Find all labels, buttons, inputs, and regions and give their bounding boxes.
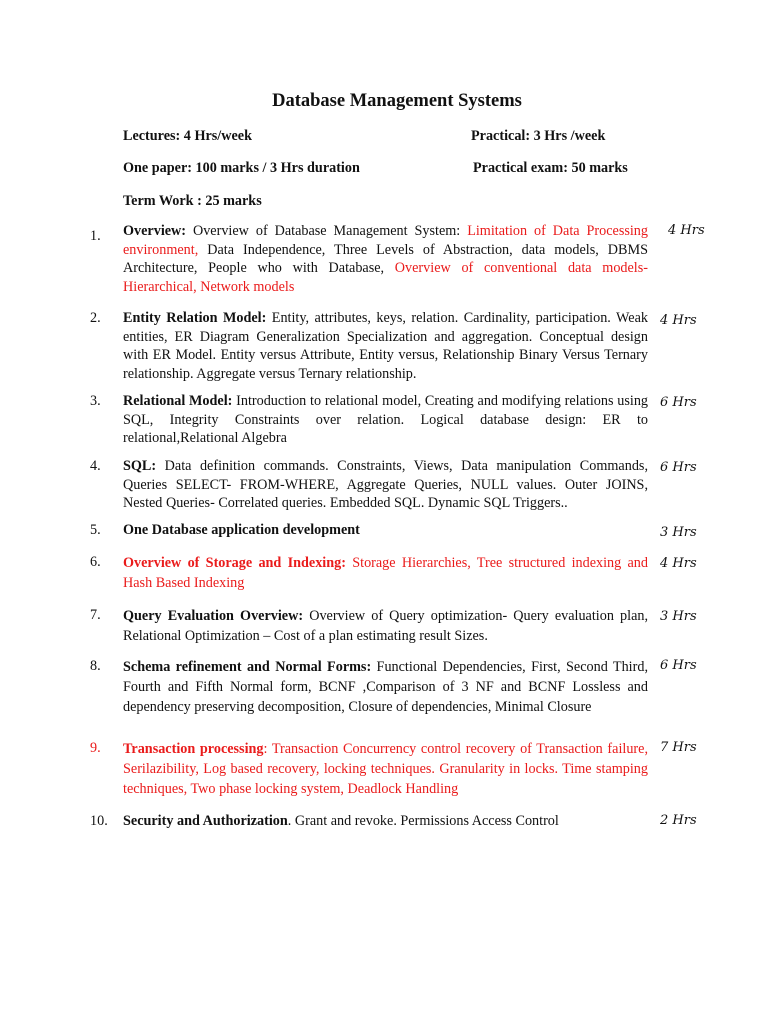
item-description <box>123 553 648 593</box>
item-text: Entity, attributes, keys, relation. Cardinality, participation. Weak entities, ER Diagram Generalization Specialization and aggregation. Conceptual design with ER Model. Entity versus Attribute, Entity versus, Relationship Binary Versus Ternary relationship. Aggregate versus Ternary relationship. <box>123 310 648 382</box>
item-hours: 6 Hrs <box>660 395 697 410</box>
item-hours: 2 Hrs <box>660 813 697 828</box>
item-heading: Schema refinement and Normal Forms: <box>123 659 372 675</box>
item-heading: Transaction processing <box>123 741 264 757</box>
item-number: 1. <box>90 228 101 244</box>
item-hours: 3 Hrs <box>660 609 697 624</box>
item-text: Overview of Database Management System: <box>186 223 468 239</box>
term-work-info: Term Work : 25 marks <box>123 193 262 209</box>
item-hours: 4 Hrs <box>660 556 697 571</box>
item-text-highlight: Overview of conventional data models- Hierarchical, Network models <box>123 260 648 295</box>
item-text: : Transaction Concurrency control recovery of Transaction failure, Serilazibility, Log based recovery, locking techniques. Granularity in locks. Time stamping techniques, Two phase locking system, Deadlock Handling <box>123 741 648 797</box>
item-heading: Query Evaluation Overview: <box>123 608 304 624</box>
item-description <box>123 309 648 383</box>
lectures-info: Lectures: 4 Hrs/week <box>123 128 252 144</box>
item-hours: 6 Hrs <box>660 658 697 673</box>
item-number: 9. <box>90 740 101 756</box>
document-title: Database Management Systems <box>272 91 522 111</box>
item-text: Introduction to relational model, Creating and modifying relations using SQL, Integrity Constraints over relation. Logical database design: ER to relational,Relational Algebra <box>123 393 649 446</box>
item-number: 4. <box>90 458 101 474</box>
item-description <box>123 739 648 799</box>
item-text: . Grant and revoke. Permissions Access Control <box>287 813 559 829</box>
item-text: Data Independence, Three Levels of Abstraction, data models, DBMS Architecture, People who with Database, <box>123 241 648 276</box>
item-number: 7. <box>90 607 101 623</box>
item-heading: Overview: <box>123 223 187 239</box>
practical-info: Practical: 3 Hrs /week <box>471 128 606 144</box>
item-number: 8. <box>90 658 101 674</box>
paper-info: One paper: 100 marks / 3 Hrs duration <box>123 160 360 176</box>
item-description <box>123 521 648 540</box>
item-heading: Entity Relation Model: <box>123 310 267 326</box>
item-text: Data definition commands. Constraints, Views, Data manipulation Commands, Queries SELECT- FROM-WHERE, Aggregate Queries, NULL values. Outer JOINS, Nested Queries- Correlated queries. Embedded SQL. Dynamic SQL Triggers.. <box>123 458 648 511</box>
item-text: Functional Dependencies, First, Second Third, Fourth and Fifth Normal form, BCNF ,Comparison of 3 NF and BCNF Lossless and dependency preserving decomposition, Closure of dependencies, Minimal Closure <box>123 659 648 715</box>
item-description <box>123 392 648 448</box>
item-heading: Security and Authorization <box>123 813 288 829</box>
item-description <box>123 222 648 296</box>
item-heading: Relational Model: <box>123 393 233 409</box>
item-heading: One Database application development <box>123 522 360 538</box>
item-hours: 7 Hrs <box>660 740 697 755</box>
item-text-highlight: Limitation of Data Processing environment, <box>123 223 648 258</box>
item-heading: Overview of Storage and Indexing: <box>123 555 346 571</box>
practical-exam-info: Practical exam: 50 marks <box>473 160 628 176</box>
item-text: Storage Hierarchies, Tree structured indexing and Hash Based Indexing <box>123 555 648 591</box>
item-description <box>123 812 648 831</box>
item-description <box>123 457 648 513</box>
item-hours: 6 Hrs <box>660 460 697 475</box>
item-hours: 4 Hrs <box>668 223 705 238</box>
item-text: Overview of Query optimization- Query evaluation plan, Relational Optimization – Cost of a plan estimating result Sizes. <box>123 608 649 644</box>
item-description <box>123 606 648 646</box>
item-number: 5. <box>90 522 101 538</box>
item-number: 2. <box>90 310 101 326</box>
item-heading: SQL: <box>123 458 157 474</box>
item-hours: 4 Hrs <box>660 313 697 328</box>
item-number: 3. <box>90 393 101 409</box>
item-number: 10. <box>90 813 108 829</box>
item-hours: 3 Hrs <box>660 525 697 540</box>
item-description <box>123 657 648 717</box>
item-number: 6. <box>90 554 101 570</box>
